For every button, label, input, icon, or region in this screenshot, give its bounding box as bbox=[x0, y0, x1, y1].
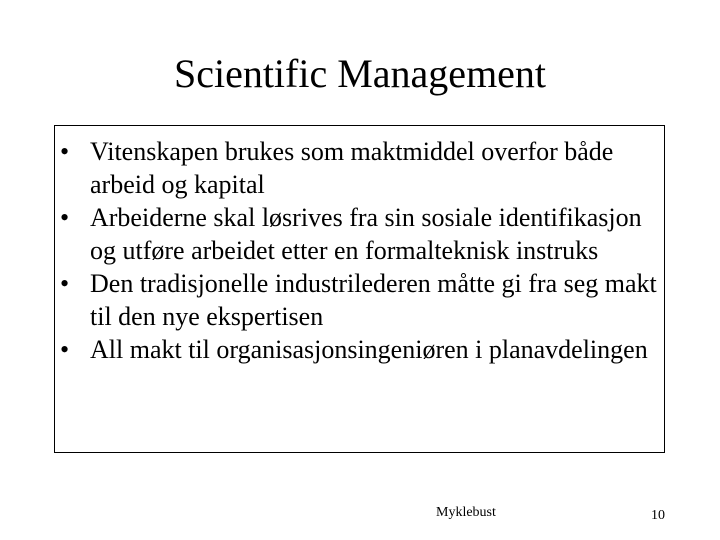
bullet-text: All makt til organisasjonsingeniøren i planavdelingen bbox=[90, 335, 648, 364]
bullet-content-box bbox=[54, 125, 665, 453]
slide-title: Scientific Management bbox=[173, 51, 547, 96]
bullet-item bbox=[59, 333, 659, 366]
bullet-list bbox=[59, 135, 659, 366]
bullet-text: Den tradisjonelle industrilederen måtte gi fra seg makt til den nye ekspertisen bbox=[90, 269, 657, 331]
page-number: 10 bbox=[651, 508, 665, 523]
bullet-item bbox=[59, 267, 659, 333]
bullet-text: Arbeiderne skal løsrives fra sin sosiale identifikasjon og utføre arbeidet etter en formalteknisk instruks bbox=[90, 203, 642, 265]
bullet-icon: • bbox=[60, 335, 70, 364]
bullet-item bbox=[59, 201, 659, 267]
bullet-icon: • bbox=[60, 137, 70, 166]
bullet-icon: • bbox=[60, 269, 70, 298]
bullet-icon: • bbox=[60, 203, 70, 232]
bullet-text: Vitenskapen brukes som maktmiddel overfor både arbeid og kapital bbox=[90, 137, 614, 199]
bullet-item bbox=[59, 135, 659, 201]
footer-author: Myklebust bbox=[436, 505, 496, 520]
